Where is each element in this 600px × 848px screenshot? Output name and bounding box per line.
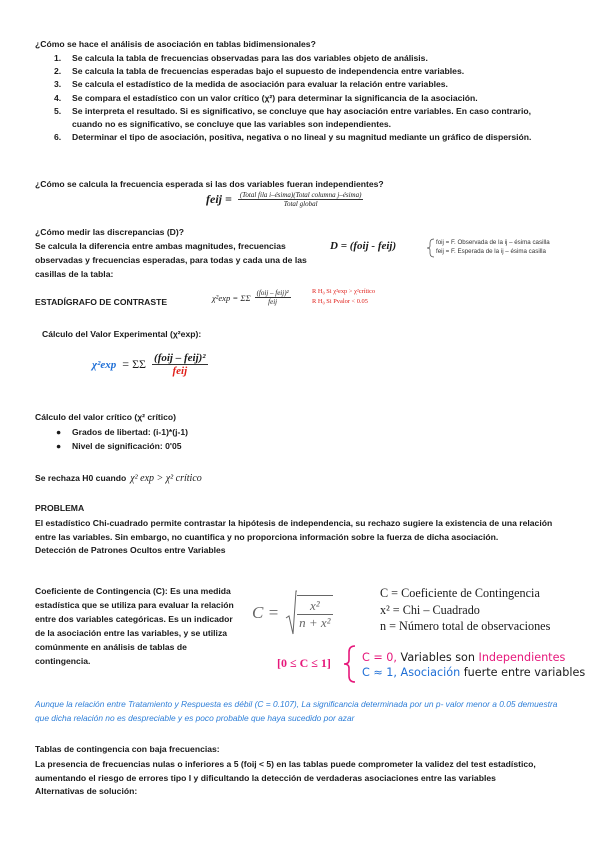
contingency-cases [362,650,585,680]
problema-title: PROBLEMA [35,503,85,513]
low-frequency-title: Tablas de contingencia con baja frecuencias: [35,744,220,754]
critical-title: Cálculo del valor crítico (χ² crítico) [35,412,177,422]
list-item: 4. Se compara el estadístico con un valor crítico (χ²) para determinar la significancia de la asociación. [54,92,478,103]
case-association: C ≈ 1, Asociación fuerte entre variables [362,666,586,679]
contrast-title: ESTADÍGRAFO DE CONTRASTE [35,297,168,307]
question-association: ¿Cómo se hace el análisis de asociación en tablas bidimensionales? [35,39,316,49]
def-c: C = Coeficiente de Contingencia [380,586,540,600]
contingency-range: [0 ≤ C ≤ 1] [277,656,331,670]
range-brace-icon [343,645,357,683]
def-chi: x² = Chi – Cuadrado [380,602,480,617]
list-item: ● Grados de libertad: (i-1)*(j-1) [56,427,189,437]
problema-text: El estadístico Chi-cuadrado permite contrastar la hipótesis de independencia, su rechazo sugiere la existencia de una relación entre las variables. Sin embargo, no cuantifica y no proporciona información sobre la fuerza de dicha asociación. [35,518,553,542]
rule-pvalue: R H₀ Si Pvalor < 0.05 [312,297,368,305]
interpretation-note: Aunque la relación entre Tratamiento y Respuesta es débil (C = 0.107), La significancia determinada por un p- valor menor a 0.05 demuestra que dicha relación no es despreciable y es poco probable que haya sucedido por azar [35,699,558,723]
case-independent: C = 0, Variables son Independientes [362,651,566,664]
reject-condition: Se rechaza H0 cuando χ² exp > χ² crítico [35,473,202,484]
def-n: n = Número total de observaciones [380,619,551,633]
legend-fe: feij = F. Esperada de la ij – ésima casilla [436,248,546,255]
alternatives-title: Alternativas de solución: [35,786,138,796]
problema-subtitle: Detección de Patrones Ocultos entre Variables [35,545,226,555]
critical-bullets [54,425,188,453]
question-discrepancies: ¿Cómo medir las discrepancias (D)? [35,227,184,237]
low-frequency-text: La presencia de frecuencias nulas o inferiores a 5 (foij < 5) en las tablas puede comprometer la validez del test estadístico, aumentando el riesgo de errores tipo I y dificultando la detección de verdaderas asociaciones entre las variables [35,759,536,783]
sqrt-icon [285,590,297,636]
contingency-definitions [380,585,550,635]
list-item: 2. Se calcula la tabla de frecuencias esperadas bajo el supuesto de independencia entre variables. [54,66,465,77]
steps-list [54,52,554,144]
legend-fo: foij = F. Observada de la ij – ésima casilla [436,239,550,246]
question-expected-frequency: ¿Cómo se calcula la frecuencia esperada si las dos variables fueran independientes? [35,179,384,189]
list-item: 3. Se calcula el estadístico de la medida de asociación para evaluar la relación entre variables. [54,79,448,90]
contingency-text: Coeficiente de Contingencia (C): Es una medida estadística que se utiliza para evaluar la relación entre dos variables categóricas. Es un indicador de la asociación entre las variables, y se utiliza comúnmente en análisis de tablas de contingencia. [35,586,234,666]
list-item: 1. Se calcula la tabla de frecuencias observadas para las dos variables objeto de análisis. [54,53,428,63]
list-item: 6. Determinar el tipo de asociación, positiva, negativa o no lineal y su magnitud mediante un gráfico de dispersión. [54,131,532,142]
chi-formula: χ²exp = ΣΣ $\frac{\text{(foij – feij)²}}{\text{feij}}$ [212,289,289,306]
discrepancy-formula: D = (foij - feij) [330,240,397,252]
experimental-title: Cálculo del Valor Experimental (χ²exp): [42,329,202,339]
discrepancy-legend [436,238,550,256]
contingency-formula: C = $\frac{\text{x²}}{\text{n + x²}}$ [252,590,333,636]
list-item: ● Nivel de significación: 0'05 [56,441,182,451]
reject-rules [312,287,375,306]
expected-frequency-formula: feij = $\frac{\text{(Total fila i–ésima)(Total columna j–ésima)}}{\text{Total global}}$ [206,191,362,208]
rule-chi: R H₀ Si χ²exp > χ²crítico [312,288,376,295]
legend-brace [426,238,436,258]
list-item: 5. Se interpreta el resultado. Si es significativo, se concluye que hay asociación entre variables. En caso contrario, cuando no es significativo, se concluye que las variables son independientes. [54,105,531,129]
discrepancies-text: Se calcula la diferencia entre ambas magnitudes, frecuencias observadas y frecuencias esperadas, para todas y cada una de las casillas de la tabla: [35,241,307,279]
experimental-formula: χ²exp = ΣΣ $\frac{\text{(foij – feij)²}}{\text{feij}}$ [92,352,206,377]
